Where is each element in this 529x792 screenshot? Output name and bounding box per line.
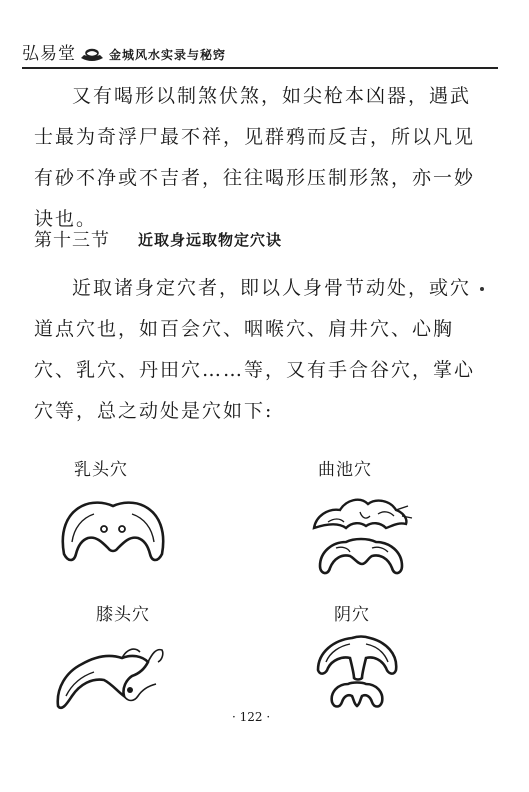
margin-speck <box>480 287 484 291</box>
elbow-point-shape-icon <box>306 488 416 584</box>
yin-point-shape-icon <box>312 628 402 714</box>
section-heading <box>34 224 486 254</box>
running-header <box>22 38 502 64</box>
figure-label-knee-point: 膝头穴 <box>96 605 150 625</box>
page-number: · 122 · <box>232 710 271 724</box>
header-rule <box>22 67 498 69</box>
header-brand: 弘易堂 <box>22 44 76 64</box>
section-title: 近取身远取物定穴诀 <box>138 230 283 249</box>
figure-label-elbow-point: 曲池穴 <box>318 460 372 480</box>
breast-point-shape-icon <box>58 492 168 570</box>
section-number: 第十三节 <box>34 230 110 251</box>
figure-label-breast-point: 乳头穴 <box>74 460 128 480</box>
figure-label-yin-point: 阴穴 <box>334 605 370 625</box>
knee-point-shape-icon <box>52 640 170 714</box>
boat-logo-icon <box>79 46 105 64</box>
paragraph-1: 又有喝形以制煞伏煞，如尖枪本凶器，遇武士最为奇浮尸最不祥，见群鸦而反吉，所以凡见有砂不净或不吉者，往往喝形压制形煞，亦一妙诀也。 <box>34 85 476 230</box>
paragraph-2: 近取诸身定穴者，即以人身骨节动处，或穴道点穴也，如百会穴、咽喉穴、肩井穴、心胸穴、乳穴、丹田穴……等，又有手合谷穴，掌心穴等，总之动处是穴如下: <box>34 277 476 422</box>
header-subtitle: 金城风水实录与秘窍 <box>109 48 227 62</box>
